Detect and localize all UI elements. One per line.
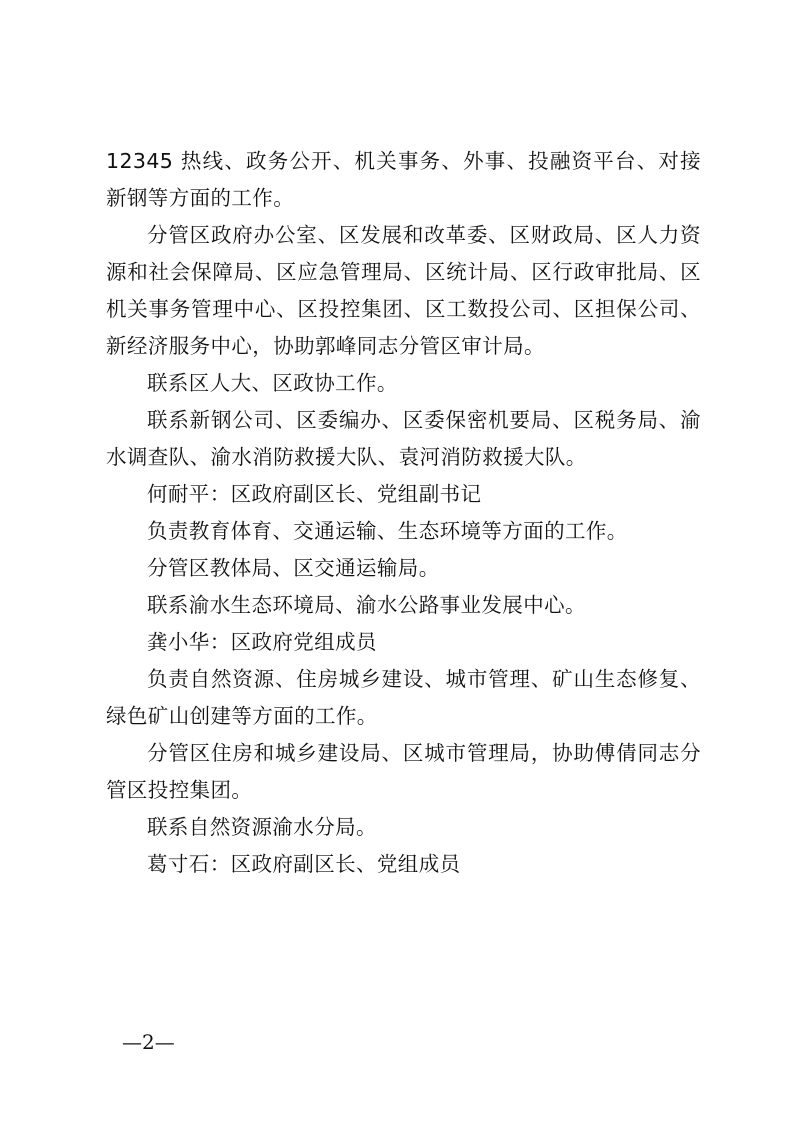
paragraph: 负责教育体育、交通运输、生态环境等方面的工作。	[147, 519, 628, 543]
paragraph: 分管区教体局、区交通运输局。	[147, 556, 440, 580]
paragraph: 联系区人大、区政协工作。	[147, 371, 398, 395]
document-body	[106, 143, 701, 883]
official-heading: 龚小华：区政府党组成员	[147, 630, 377, 654]
official-heading: 何耐平：区政府副区长、党组副书记	[147, 482, 482, 506]
official-heading: 葛寸石：区政府副区长、党组成员	[147, 852, 461, 876]
paragraph: 分管区住房和城乡建设局、区城市管理局，协助傅倩同志分管区投控集团。	[106, 741, 701, 802]
paragraph: 联系新钢公司、区委编办、区委保密机要局、区税务局、渝水调查队、渝水消防救援大队、袁河消防救援大队。	[106, 408, 701, 469]
paragraph: 联系渝水生态环境局、渝水公路事业发展中心。	[147, 593, 586, 617]
page-number: —2—	[122, 1030, 175, 1054]
paragraph: 负责自然资源、住房城乡建设、城市管理、矿山生态修复、绿色矿山创建等方面的工作。	[106, 667, 701, 728]
paragraph: 联系自然资源渝水分局。	[147, 815, 377, 839]
paragraph: 12345 热线、政务公开、机关事务、外事、投融资平台、对接新钢等方面的工作。	[106, 149, 701, 210]
paragraph: 分管区政府办公室、区发展和改革委、区财政局、区人力资源和社会保障局、区应急管理局、区统计局、区行政审批局、区机关事务管理中心、区投控集团、区工数投公司、区担保公司、新经济服务中心，协助郭峰同志分管区审计局。	[106, 223, 701, 358]
